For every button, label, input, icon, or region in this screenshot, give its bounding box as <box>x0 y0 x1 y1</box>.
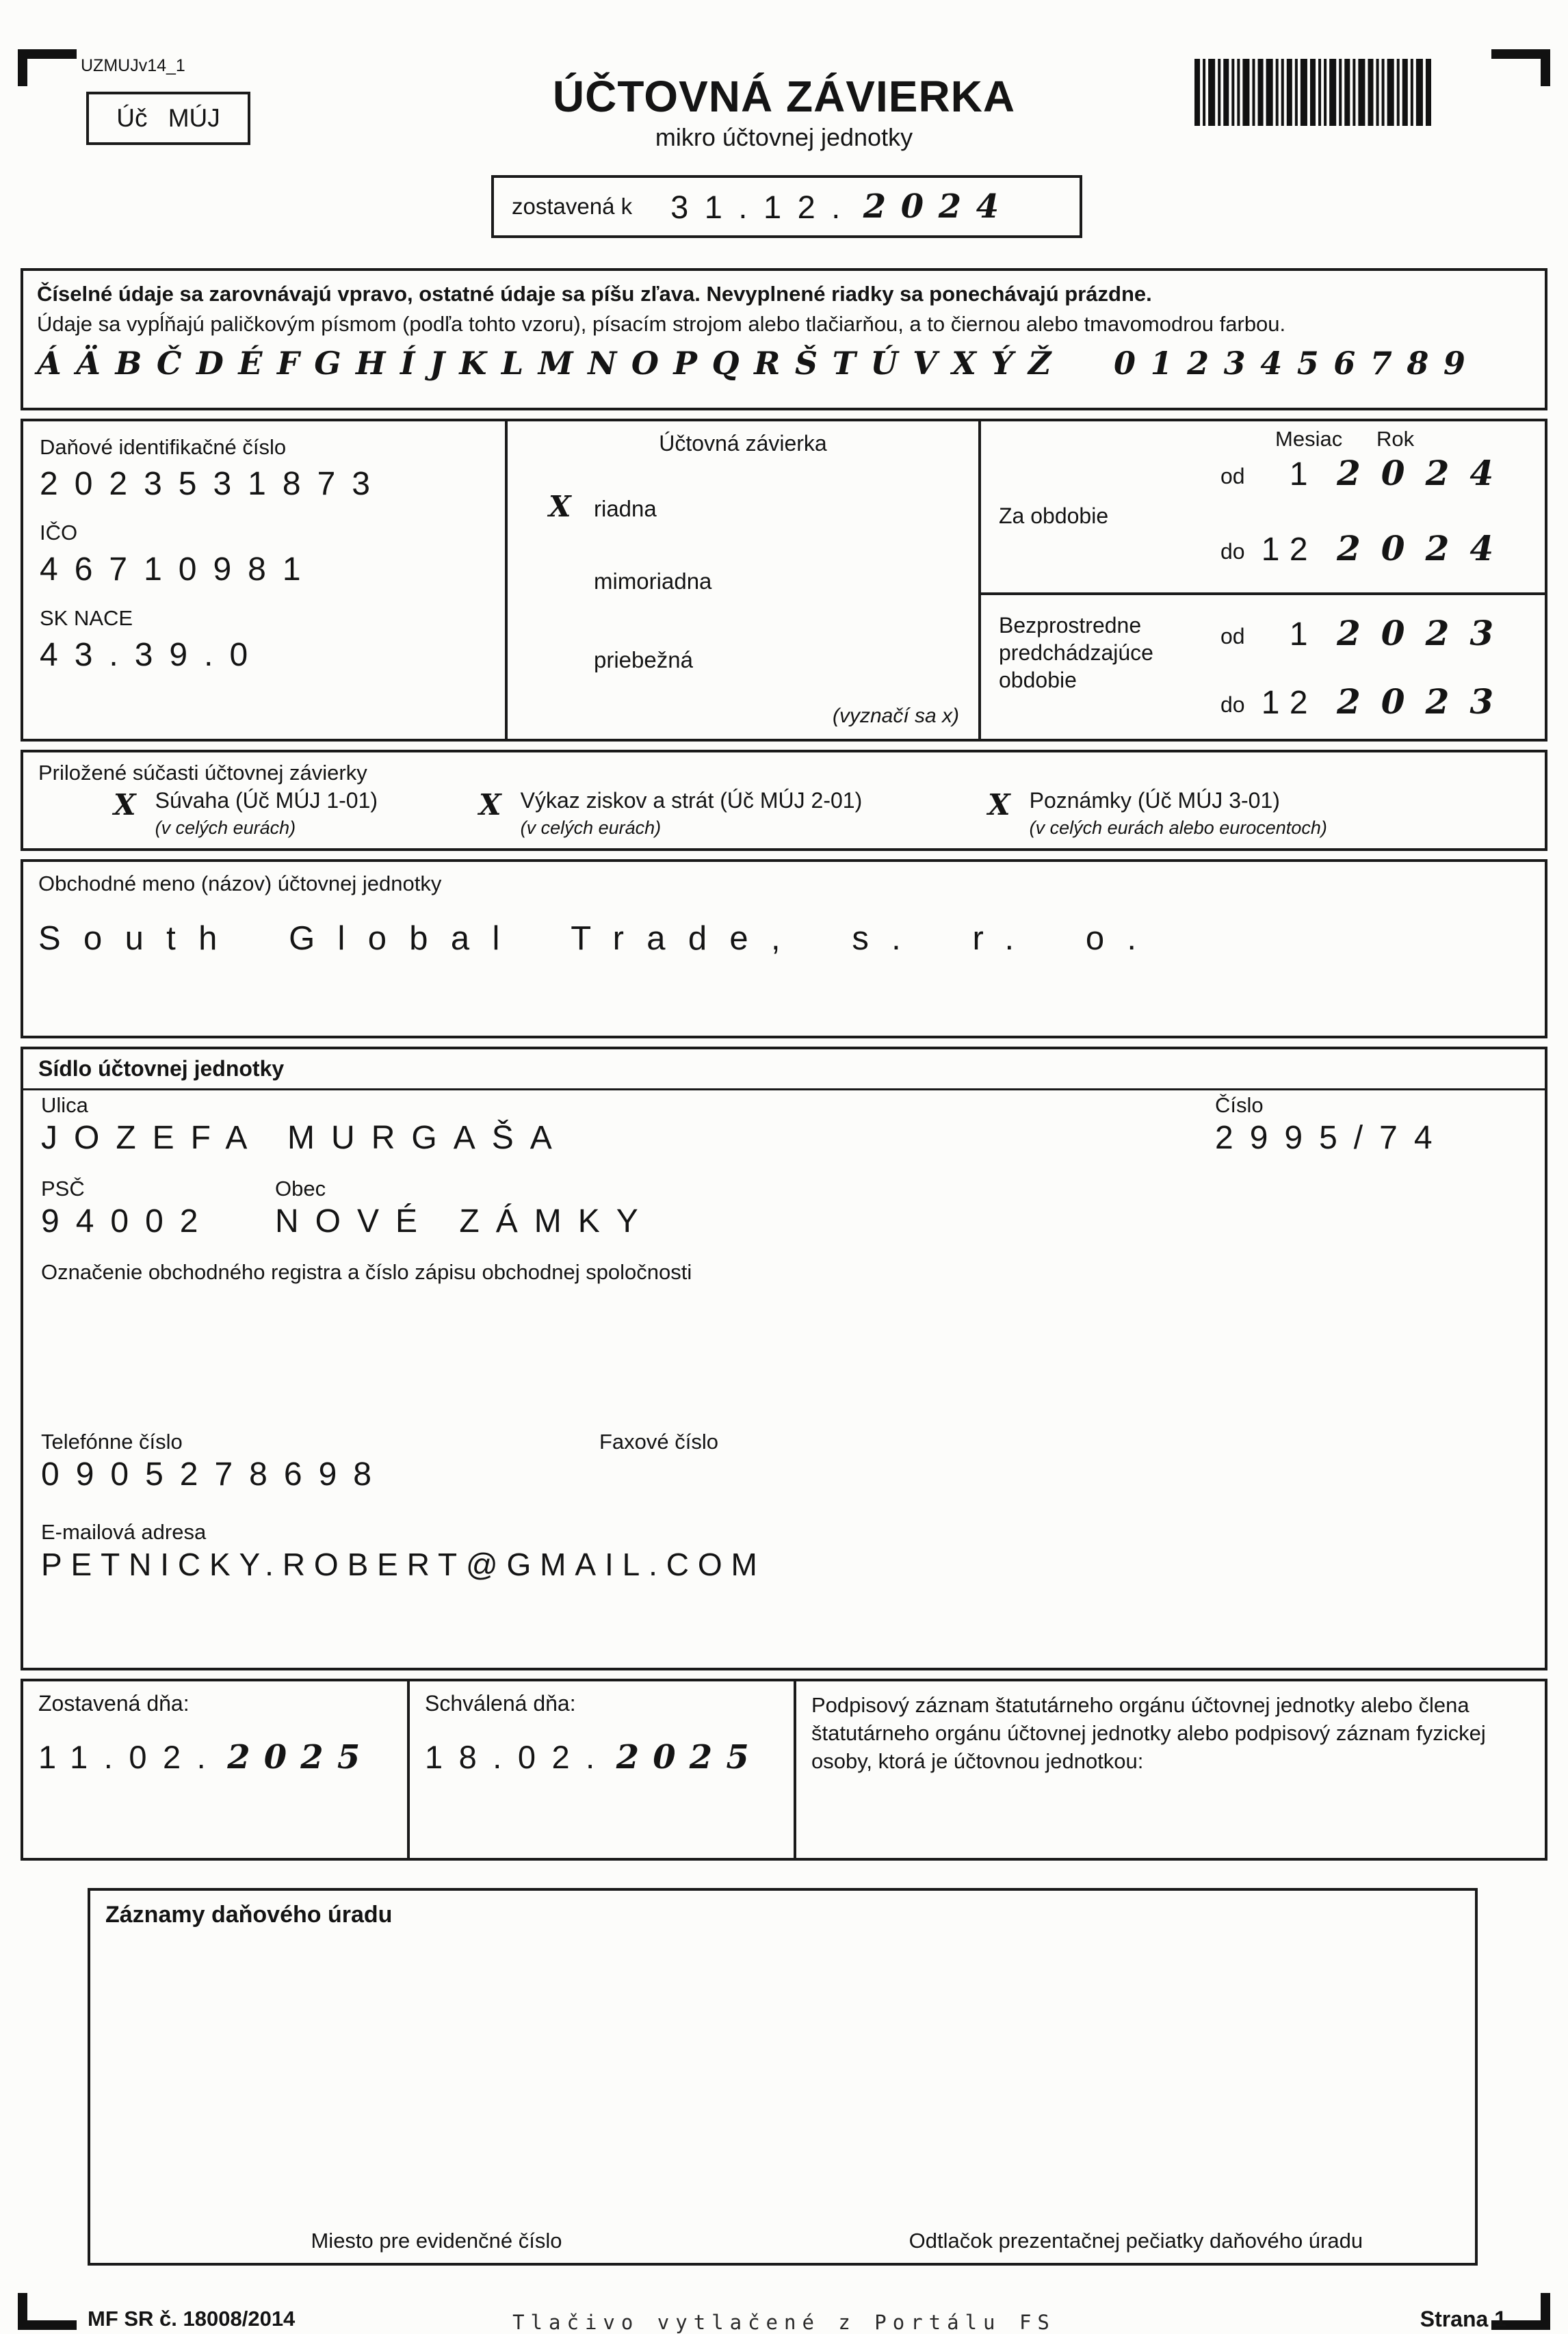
instruction-line-1: Číselné údaje sa zarovnávajú vpravo, ostatné údaje sa píšu zľava. Nevyplnené riadky sa ponechávajú prázdne. <box>37 282 1152 306</box>
schvalena-date-year: 2025 <box>616 1738 763 1776</box>
dic-value-field: 2023531873 <box>40 466 387 502</box>
current-do-month-field: 12 <box>1261 532 1318 568</box>
zostavena-date-value: 11.02. <box>38 1739 222 1775</box>
periods-column <box>981 421 1545 739</box>
vykaz-label: Výkaz ziskov a strát (Úč MÚJ 2-01) <box>520 788 863 813</box>
poznamky-note: (v celých eurách alebo eurocentoch) <box>1029 817 1327 838</box>
telefon-value-field: 0905278698 <box>41 1456 388 1493</box>
compiled-date-box <box>491 175 1082 238</box>
zavierka-note: (vyznačí sa x) <box>832 705 959 727</box>
rok-header: Rok <box>1376 427 1415 451</box>
ulica-label: Ulica <box>41 1093 88 1117</box>
priebezna-label: priebežná <box>594 647 693 672</box>
suvaha-label: Súvaha (Úč MÚJ 1-01) <box>155 788 378 813</box>
ico-value-field: 46710981 <box>40 551 317 588</box>
signature-instruction-text: Podpisový záznam štatutárneho orgánu účtovnej jednotky alebo člena štatutárneho orgánu účtovnej jednotky alebo podpisový záznam fyzickej osoby, ktorá je účtovnou jednotkou: <box>811 1693 1486 1773</box>
previous-period-od-row <box>981 614 1545 659</box>
email-label: E-mailová adresa <box>41 1520 207 1544</box>
schvalena-dna-field <box>425 1738 779 1776</box>
sknace-value-field: 43.39.0 <box>40 637 265 673</box>
zostavena-dna-field <box>38 1738 392 1776</box>
form-badge: Úč MÚJ <box>86 92 250 145</box>
previous-do-year-field: 2023 <box>1337 681 1515 722</box>
business-name-section <box>21 859 1547 1038</box>
compiled-date-label: zostavená k <box>512 194 633 219</box>
tax-office-records-box <box>88 1888 1478 2266</box>
sample-letters: Á Ä B Č D É F G H Í J K L M N O P Q R Š T Ú V X Ý Ž <box>37 345 1054 382</box>
current-period-od-row <box>981 454 1545 499</box>
sample-digits: 0 1 2 3 4 5 6 7 8 9 <box>1114 345 1467 382</box>
compiled-date-year: 2024 <box>863 187 1014 226</box>
attachments-section <box>21 750 1547 851</box>
previous-do-month-field: 12 <box>1261 685 1318 721</box>
zavierka-type-column <box>508 421 981 739</box>
do-label: do <box>1220 692 1245 717</box>
mimoriadna-label: mimoriadna <box>594 568 712 594</box>
zostavena-date-year: 2025 <box>227 1738 374 1776</box>
zostavena-dna-label: Zostavená dňa: <box>38 1691 190 1716</box>
previous-period-block <box>981 592 1545 739</box>
evidence-number-label: Miesto pre evidenčné číslo <box>311 2229 562 2253</box>
fax-label: Faxové číslo <box>599 1430 719 1454</box>
od-label: od <box>1220 464 1245 488</box>
cislo-label: Číslo <box>1215 1093 1264 1117</box>
poznamky-checkbox-mark: X <box>988 788 1010 822</box>
registered-office-section <box>21 1047 1547 1670</box>
form-version-code: UZMUJv14_1 <box>81 56 185 75</box>
business-name-field: South Global Trade, s. r. o. <box>38 920 1160 957</box>
form-title: ÚČTOVNÁ ZÁVIERKA <box>552 72 1016 121</box>
compiled-on-cell <box>23 1681 410 1858</box>
stamp-imprint-label: Odtlačok prezentačnej pečiatky daňového úradu <box>909 2229 1363 2253</box>
current-od-month-field: 1 <box>1289 456 1318 493</box>
previous-period-label: Bezprostredne predchádzajúce obdobie <box>999 613 1153 692</box>
od-label: od <box>1220 624 1245 648</box>
approved-on-cell <box>410 1681 796 1858</box>
mesiac-header: Mesiac <box>1275 427 1343 451</box>
obec-label: Obec <box>275 1177 326 1201</box>
psc-label: PSČ <box>41 1177 85 1201</box>
barcode-icon <box>1194 59 1431 126</box>
vykaz-checkbox-mark: X <box>479 788 501 822</box>
telefon-label: Telefónne číslo <box>41 1430 183 1454</box>
email-value-field: PETNICKY.ROBERT@GMAIL.COM <box>41 1547 766 1582</box>
attachments-title: Priložené súčasti účtovnej závierky <box>38 761 367 785</box>
tax-office-title: Záznamy daňového úradu <box>105 1902 393 1928</box>
current-od-year-field: 2024 <box>1337 453 1515 493</box>
obec-value-field: NOVÉ ZÁMKY <box>275 1203 655 1240</box>
footer-form-number: MF SR č. 18008/2014 <box>88 2307 296 2331</box>
form-subtitle: mikro účtovnej jednotky <box>655 123 913 151</box>
previous-od-month-field: 1 <box>1289 616 1318 653</box>
business-name-label: Obchodné meno (názov) účtovnej jednotky <box>38 871 442 895</box>
previous-od-year-field: 2023 <box>1337 613 1515 653</box>
option-mimoriadna <box>549 568 711 594</box>
instructions-box <box>21 268 1547 410</box>
instruction-line-2: Údaje sa vypĺňajú paličkovým písmom (podľa tohto vzoru), písacím strojom alebo tlačiarňou, a to čiernou alebo tmavomodrou farbou. <box>37 312 1286 336</box>
schvalena-date-value: 18.02. <box>425 1739 611 1775</box>
cislo-value-field: 2995/74 <box>1215 1120 1449 1156</box>
current-period-label: Za obdobie <box>999 503 1109 528</box>
approval-section <box>21 1679 1547 1861</box>
current-period-do-row <box>981 529 1545 575</box>
option-priebezna <box>549 647 693 673</box>
dic-label: Daňové identifikačné číslo <box>40 435 287 459</box>
register-label: Označenie obchodného registra a číslo zápisu obchodnej spoločnosti <box>41 1260 692 1284</box>
suvaha-checkbox-mark: X <box>114 788 136 822</box>
option-riadna <box>549 490 657 523</box>
do-label: do <box>1220 539 1245 564</box>
footer-print-source: Tlačivo vytlačené z Portálu FS <box>512 2311 1056 2334</box>
psc-value-field: 94002 <box>41 1203 215 1240</box>
signature-cell <box>796 1681 1545 1858</box>
riadna-checkbox-mark: X <box>549 490 571 523</box>
identification-section <box>21 419 1547 742</box>
compiled-date-value: 31.12. <box>670 188 857 225</box>
attachment-suvaha <box>114 788 378 839</box>
ulica-value-field: JOZEFA MURGAŠA <box>41 1120 569 1156</box>
corner-mark-bottom-left <box>18 2293 77 2330</box>
sknace-label: SK NACE <box>40 606 133 630</box>
schvalena-dna-label: Schválená dňa: <box>425 1691 576 1716</box>
sidlo-title: Sídlo účtovnej jednotky <box>23 1049 1545 1090</box>
suvaha-note: (v celých eurách) <box>155 817 296 838</box>
current-do-year-field: 2024 <box>1337 528 1515 568</box>
riadna-label: riadna <box>594 496 657 521</box>
footer-page-number: Strana 1 <box>1420 2307 1506 2331</box>
poznamky-label: Poznámky (Úč MÚJ 3-01) <box>1029 788 1280 813</box>
current-period-block <box>981 421 1545 592</box>
attachment-poznamky <box>988 788 1327 839</box>
identification-column <box>23 421 508 739</box>
ico-label: IČO <box>40 521 78 545</box>
vykaz-note: (v celých eurách) <box>520 817 662 838</box>
previous-period-do-row <box>981 683 1545 728</box>
zavierka-title: Účtovná závierka <box>659 431 827 456</box>
attachment-vykaz <box>479 788 862 839</box>
sample-characters-row <box>37 345 1531 382</box>
